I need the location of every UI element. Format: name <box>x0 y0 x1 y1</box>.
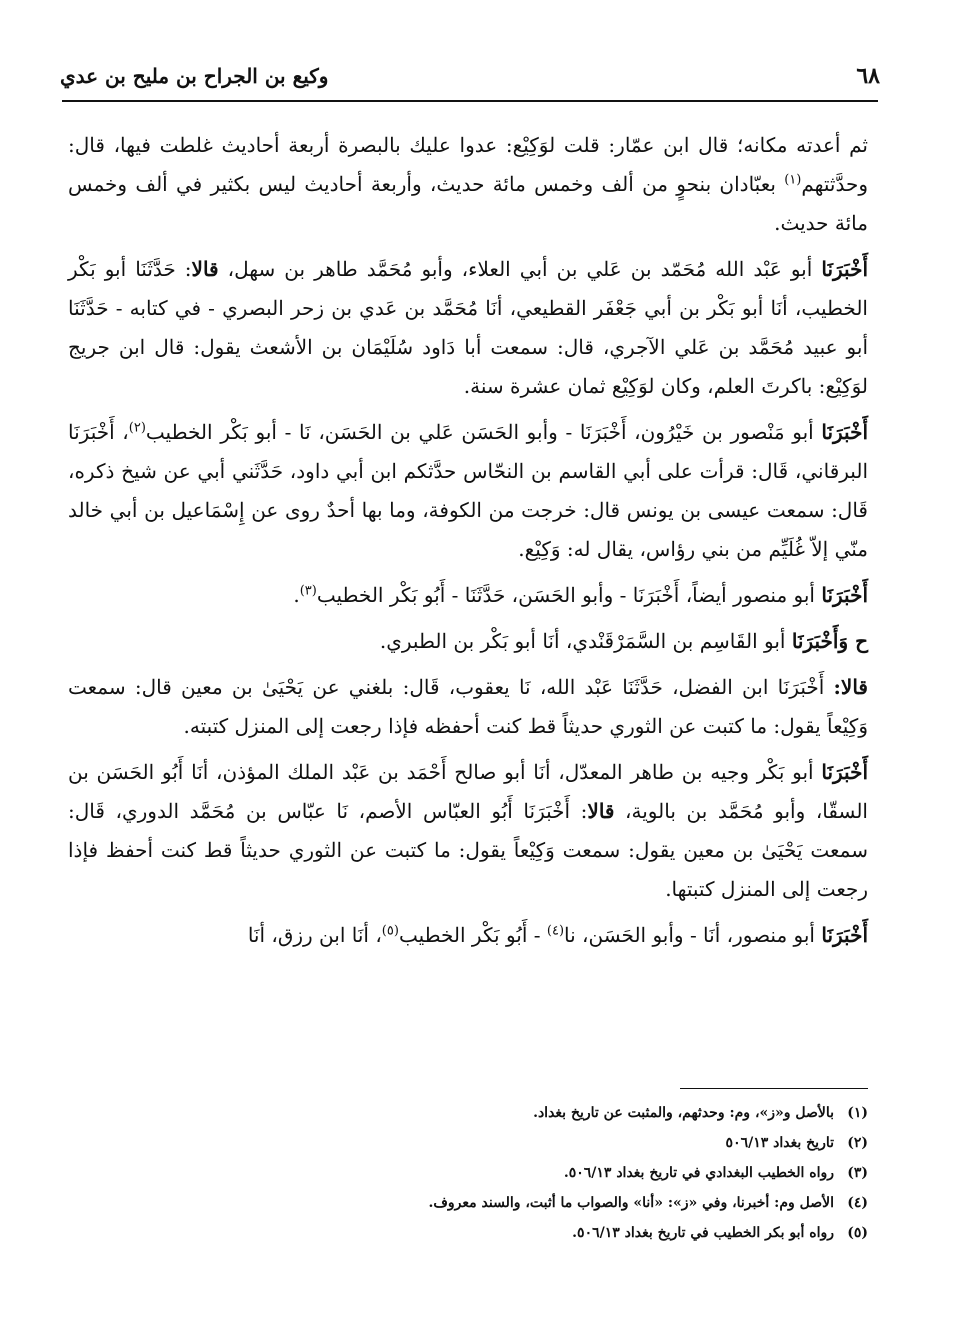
footnote-reference: (٣) <box>299 583 317 599</box>
text-segment: أبو عَبْد الله مُحَمّد بن عَلي بن أبي العلاء، وأبو مُحَمَّد طاهر بن سهل، <box>218 257 822 281</box>
page-number: ٦٨ <box>856 63 880 89</box>
paragraph <box>68 753 868 909</box>
footnote-text: رواه الخطيب البغدادي في تاريخ بغداد ٥٠٦/١٣. <box>563 1165 834 1181</box>
paragraph <box>68 413 868 569</box>
footnote-reference: (٢) <box>128 420 146 436</box>
paragraph <box>68 622 868 661</box>
paragraph <box>68 250 868 406</box>
text-segment: أبو منصور، أنَا - وأبو الحَسَن، نا <box>564 923 822 947</box>
footnote-reference: (١) <box>784 172 802 188</box>
main-text <box>68 126 868 962</box>
footnote-number: (٥) <box>847 1225 868 1241</box>
text-segment: أبو القَاسِم بن السَّمَرْقَنْدي، أنَا أبو بَكْر بن الطبري. <box>379 629 792 653</box>
footnote-reference: (٥) <box>381 923 399 939</box>
text-segment: بعبّادان بنحوٍ من ألف وخمس مائة حديث، وأربعة أحاديث ليس بكثير في ألف وخمس مائة حديث. <box>68 172 868 235</box>
narration-keyword: أَخْبَرَنَا <box>821 420 868 444</box>
paragraph <box>68 576 868 615</box>
text-segment: ثم أعدته مكانه؛ قال ابن عمّار: قلت لوَكِيْع: عدوا عليك بالبصرة أربعة أحاديث غلطت فيها، قال: وحدَّثتهم <box>68 133 868 196</box>
text-segment: ، أنَا ابن رزق، أنَا <box>247 923 382 947</box>
text-segment: : أَخْبَرَنَا أَبُو العبّاس الأصم، نَا عبّاس بن مُحَمَّد الدوري، قَال: سمعت يَحْيَىٰ بن معين يقول: سمعت وَكِيْعاً يقول: ما كتبت عن الثوري حديثاً قط كنت أحفظ فإذا رجعت إلى المنزل كتبتها. <box>68 799 868 901</box>
paragraph <box>68 126 868 243</box>
footnote <box>200 1218 868 1248</box>
paragraph <box>68 916 868 955</box>
text-segment: : حَدَّثَنَا أبو بَكْر الخطيب، أنَا أبو بَكْر بن أبي جَعْفَر القطيعي، أنَا مُحَمَّد بن عَدي بن زحر البصري - في كتابه - حَدَّثَنَا أبو عبيد مُحَمَّد بن عَلي الآجري، قال: سمعت أبا دَاود سُلَيْمَان بن الأشعث يقول: قال ابن جريج لوَكِيْع: باكرتَ العلم، وكان لوَكِيْع ثمان عشرة سنة. <box>68 257 868 398</box>
text-segment: ، أَخْبَرَنَا البرقاني، قَال: قرأت على أبي القاسم بن النحّاس حدَّثكم ابن أبي داود، حَدَّثَني أبي عن شيخ ذكره، قَال: سمعت عيسى بن يونس قال: خرجت من الكوفة، وما بها أحدٌ روى عن إِسْمَاعيل بن أبي خالد منّي إلاّ غُلَيِّم من بني رؤاس، يقال له: وَكِيْع. <box>68 420 868 561</box>
footnotes <box>200 1098 868 1248</box>
narration-keyword: أَخْبَرَنَا <box>821 923 868 947</box>
footnote-text: تاريخ بغداد ٥٠٦/١٣ <box>725 1135 834 1151</box>
narration-keyword: قالا <box>191 257 219 281</box>
footnote-divider <box>680 1088 868 1089</box>
paragraph <box>68 668 868 746</box>
page-header <box>60 58 880 94</box>
narration-keyword: أَخْبَرَنَا <box>821 257 869 281</box>
footnote-number: (٣) <box>847 1165 868 1181</box>
text-segment: أبو بَكْر وجيه بن طاهر المعدّل، أنَا أبو صالح أَحْمَد بن عَبْد الملك المؤذن، أنَا أَبُو الحَسَن بن السقّا، وأبو مُحَمَّد بن بالوية، <box>68 760 868 823</box>
footnote <box>200 1188 868 1218</box>
text-segment: - أَبُو بَكْر الخطيب <box>398 923 547 947</box>
footnote-number: (٤) <box>847 1195 868 1211</box>
running-title: وكيع بن الجراح بن مليح بن عدي <box>60 64 329 88</box>
footnote-reference: (٤) <box>546 923 565 939</box>
narration-keyword: أَخْبَرَنَا <box>821 760 868 784</box>
narration-keyword: قالا: <box>833 675 868 699</box>
footnote-text: الأصل وم: أخبرنا، وفي «ز»: «أنا» والصواب ما أثبت، والسند معروف. <box>428 1195 834 1211</box>
footnote-number: (٢) <box>847 1135 868 1151</box>
footnote-text: بالأصل و«ز»، وم: وحدثهم، والمثبت عن تاريخ بغداد. <box>533 1105 834 1121</box>
text-segment: أَخْبَرَنَا ابن الفضل، حَدَّثَنَا عَبْد الله، نَا يعقوب، قَال: بلغني عن يَحْيَىٰ بن معين قال: سمعت وَكِيْعاً يقول: ما كتبت عن الثوري حديثاً قط كنت أحفظه فإذا رجعت إلى المنزل كتبته. <box>68 675 868 738</box>
text-segment: . <box>293 583 300 607</box>
narration-keyword: ح وَأَخْبَرَنَا <box>791 629 868 653</box>
narration-keyword: قالا <box>587 799 615 823</box>
footnote-number: (١) <box>847 1105 868 1121</box>
footnote <box>200 1128 868 1158</box>
footnote <box>200 1158 868 1188</box>
text-segment: أبو مَنْصور بن خَيْرُون، أَخْبَرَنَا - وأبو الحَسَن عَلي بن الحَسَن، نَا - أبو بَكْر الخطيب <box>145 420 822 444</box>
header-divider <box>62 100 878 102</box>
text-segment: أبو منصور أيضاً، أَخْبَرَنَا - وأبو الحَسَن، حَدَّثَنَا - أَبُو بَكْر الخطيب <box>316 583 822 607</box>
footnote-text: رواه أبو بكر الخطيب في تاريخ بغداد ٥٠٦/١٣. <box>572 1225 834 1241</box>
footnote <box>200 1098 868 1128</box>
narration-keyword: أَخْبَرَنَا <box>821 583 868 607</box>
